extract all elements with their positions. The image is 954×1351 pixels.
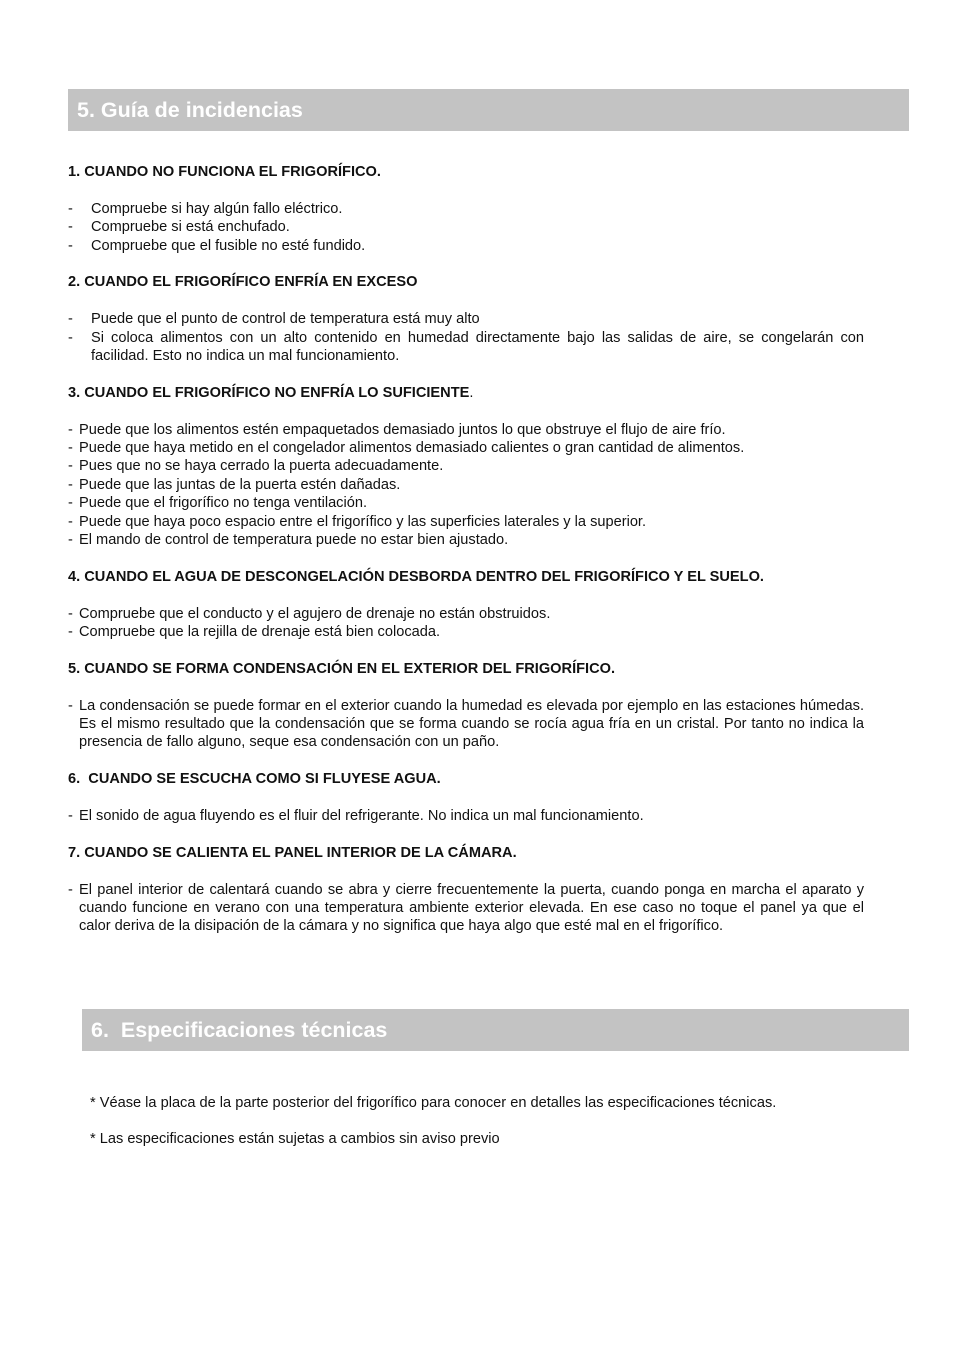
list-item: - Puede que haya metido en el congelador alimentos demasiado calientes o gran cantidad de alimentos. — [68, 440, 745, 457]
list-item: - Puede que el punto de control de temperatura está muy alto — [68, 311, 480, 328]
list-item: - Puede que el frigorífico no tenga ventilación. — [68, 495, 368, 512]
subsection-1-title: 1. CUANDO NO FUNCIONA EL FRIGORÍFICO. — [68, 164, 381, 180]
subsection-3-list — [68, 421, 864, 550]
spec-note-plate: * Véase la placa de la parte posterior del frigorífico para conocer en detalles las especificaciones técnicas. — [90, 1095, 777, 1111]
list-item: - Pues que no se haya cerrado la puerta adecuadamente. — [68, 458, 444, 475]
list-item: - Compruebe si hay algún fallo eléctrico. — [68, 200, 343, 217]
subsection-4-title: 4. CUANDO EL AGUA DE DESCONGELACIÓN DESBORDA DENTRO DEL FRIGORÍFICO Y EL SUELO. — [68, 568, 764, 585]
list-item: - Compruebe que el fusible no esté fundido. — [68, 237, 366, 254]
list-item: - La condensación se puede formar en el exterior cuando la humedad es elevada por ejemplo en las estaciones húmedas. Es el mismo resultado que la condensación que se forma cuando se rocía agua fría en un cristal. Por tanto no indica la presencia de fallo alguno, seque esa condensación con un paño. — [68, 697, 864, 751]
section-6-heading: 6. Especificaciones técnicas — [82, 1009, 909, 1051]
subsection-1-list — [68, 200, 864, 255]
subsection-7-title: 7. CUANDO SE CALIENTA EL PANEL INTERIOR DE LA CÁMARA. — [68, 844, 517, 861]
list-item: - El mando de control de temperatura puede no estar bien ajustado. — [68, 532, 509, 549]
list-item: - Compruebe si está enchufado. — [68, 219, 290, 236]
list-item: - El sonido de agua fluyendo es el fluir del refrigerante. No indica un mal funcionamiento. — [68, 808, 644, 825]
subsection-2-title: 2. CUANDO EL FRIGORÍFICO ENFRÍA EN EXCESO — [68, 274, 418, 291]
section-5-heading: 5. Guía de incidencias — [68, 89, 909, 131]
subsection-4-list — [68, 605, 864, 642]
subsection-3-title: 3. CUANDO EL FRIGORÍFICO NO ENFRÍA LO SUFICIENTE. — [68, 384, 474, 401]
list-item: - Compruebe que el conducto y el agujero de drenaje no están obstruidos. — [68, 605, 551, 622]
list-item: - Puede que los alimentos estén empaquetados demasiado juntos lo que obstruye el flujo de aire frío. — [68, 421, 726, 438]
spec-note-changes: * Las especificaciones están sujetas a cambios sin aviso previo — [90, 1131, 500, 1147]
list-item: - Puede que las juntas de la puerta estén dañadas. — [68, 476, 401, 493]
list-item: - Compruebe que la rejilla de drenaje está bien colocada. — [68, 624, 441, 641]
subsection-2-list — [68, 310, 864, 365]
troubleshooting-content — [68, 163, 864, 954]
subsection-6-title: 6. CUANDO SE ESCUCHA COMO SI FLUYESE AGUA. — [68, 771, 441, 788]
subsection-7-list — [68, 881, 864, 936]
subsection-6-list — [68, 807, 864, 825]
subsection-5-list — [68, 697, 864, 752]
list-item: - El panel interior de calentará cuando se abra y cierre frecuentemente la puerta, cuando ponga en marcha el aparato y cuando funcione en verano con una temperatura ambiente exterior elevada. En ese caso no toque el panel ya que el calor deriva de la disipación de la cámara y no significa que haya algo que esté mal en el frigorífico. — [68, 881, 864, 935]
list-item: - Si coloca alimentos con un alto contenido en humedad directamente bajo las salidas de aire, se congelarán con facilidad. Esto no indica un mal funcionamiento. — [68, 329, 864, 365]
subsection-5-title: 5. CUANDO SE FORMA CONDENSACIÓN EN EL EXTERIOR DEL FRIGORÍFICO. — [68, 660, 616, 677]
list-item: - Puede que haya poco espacio entre el frigorífico y las superficies laterales y la superior. — [68, 513, 647, 530]
